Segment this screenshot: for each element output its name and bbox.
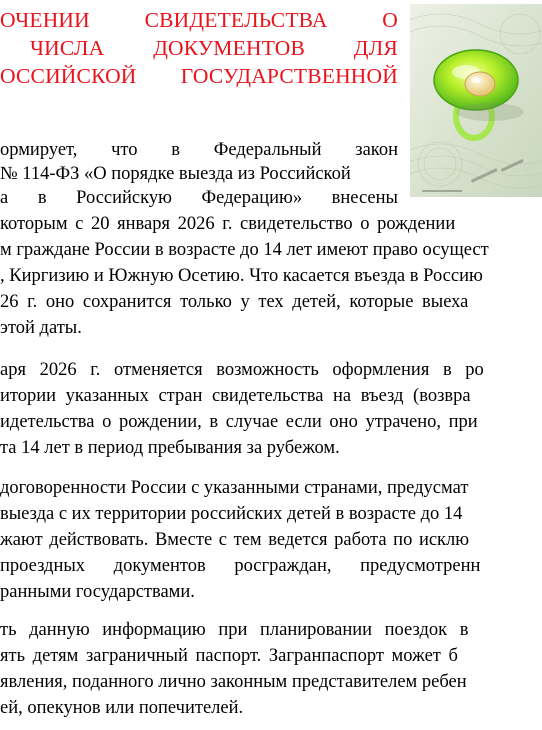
text-line xyxy=(0,162,351,186)
title-word: ОЧЕНИИ xyxy=(0,8,90,32)
text-line: итории указанных стран свидетельства на въезд (возвра xyxy=(0,386,471,406)
text-line: та 14 лет в период пребывания за рубежом. xyxy=(0,438,340,458)
text-line: ять детям заграничный паспорт. Загранпаспорт может б xyxy=(0,646,458,666)
word: в xyxy=(171,140,181,160)
text-line: которым с 20 января 2026 г. свидетельство о рождении xyxy=(0,214,456,234)
title-line-2 xyxy=(0,34,398,62)
title-word: ГОСУДАРСТВЕННОЙ xyxy=(180,64,398,88)
title-word: О xyxy=(382,8,398,32)
pacifier-photo xyxy=(410,4,542,197)
text-line: идетельства о рождении, в случае если оно утрачено, при xyxy=(0,412,478,432)
baby-pacifier-icon xyxy=(410,4,542,197)
title-word: ДОКУМЕНТОВ xyxy=(153,36,306,60)
text-line: договоренности России с указанными странами, предусмат xyxy=(0,478,469,498)
text-line: аря 2026 г. отменяется возможность оформления в ро xyxy=(0,360,484,380)
title-word: СВИДЕТЕЛЬСТВА xyxy=(144,8,328,32)
word: внесены xyxy=(331,188,398,208)
word: закон xyxy=(355,140,398,160)
text-line: выезда с их территории российских детей в возрасте до 14 xyxy=(0,504,463,524)
text-line: явления, поданного лично законным представителем ребен xyxy=(0,672,467,692)
word: в xyxy=(37,188,47,208)
title-word: ОССИЙСКОЙ xyxy=(0,64,137,88)
text-line: жают действовать. Вместе с тем ведется работа по исклю xyxy=(0,530,470,550)
title-line-3 xyxy=(0,62,398,90)
word: ормирует, xyxy=(0,140,78,160)
text-line: этой даты. xyxy=(0,318,82,338)
text-line: ранными государствами. xyxy=(0,582,195,602)
word: что xyxy=(111,140,138,160)
title-line-1 xyxy=(0,6,398,34)
word: Российскую xyxy=(76,188,172,208)
word: Федерацию» xyxy=(201,188,303,208)
title-word: ДЛЯ xyxy=(353,36,398,60)
text-line: ей, опекунов или попечителей. xyxy=(0,698,244,718)
text-line: 26 г. оно сохранится только у тех детей, которые выеха xyxy=(0,292,469,312)
text-line: ть данную информацию при планировании поездок в xyxy=(0,620,469,640)
text-line: м граждане России в возрасте до 14 лет имеют право осущест xyxy=(0,240,489,260)
word: № 114-ФЗ «О порядке выезда из Российской xyxy=(0,164,351,184)
word: а xyxy=(0,188,9,208)
text-line xyxy=(0,186,398,210)
title-word: ЧИСЛА xyxy=(30,36,105,60)
text-line xyxy=(0,138,398,162)
word: Федеральный xyxy=(213,140,322,160)
text-line: , Киргизию и Южную Осетию. Что касается въезда в Россию xyxy=(0,266,483,286)
text-line: проездных документов росграждан, предусмотренн xyxy=(0,556,481,576)
